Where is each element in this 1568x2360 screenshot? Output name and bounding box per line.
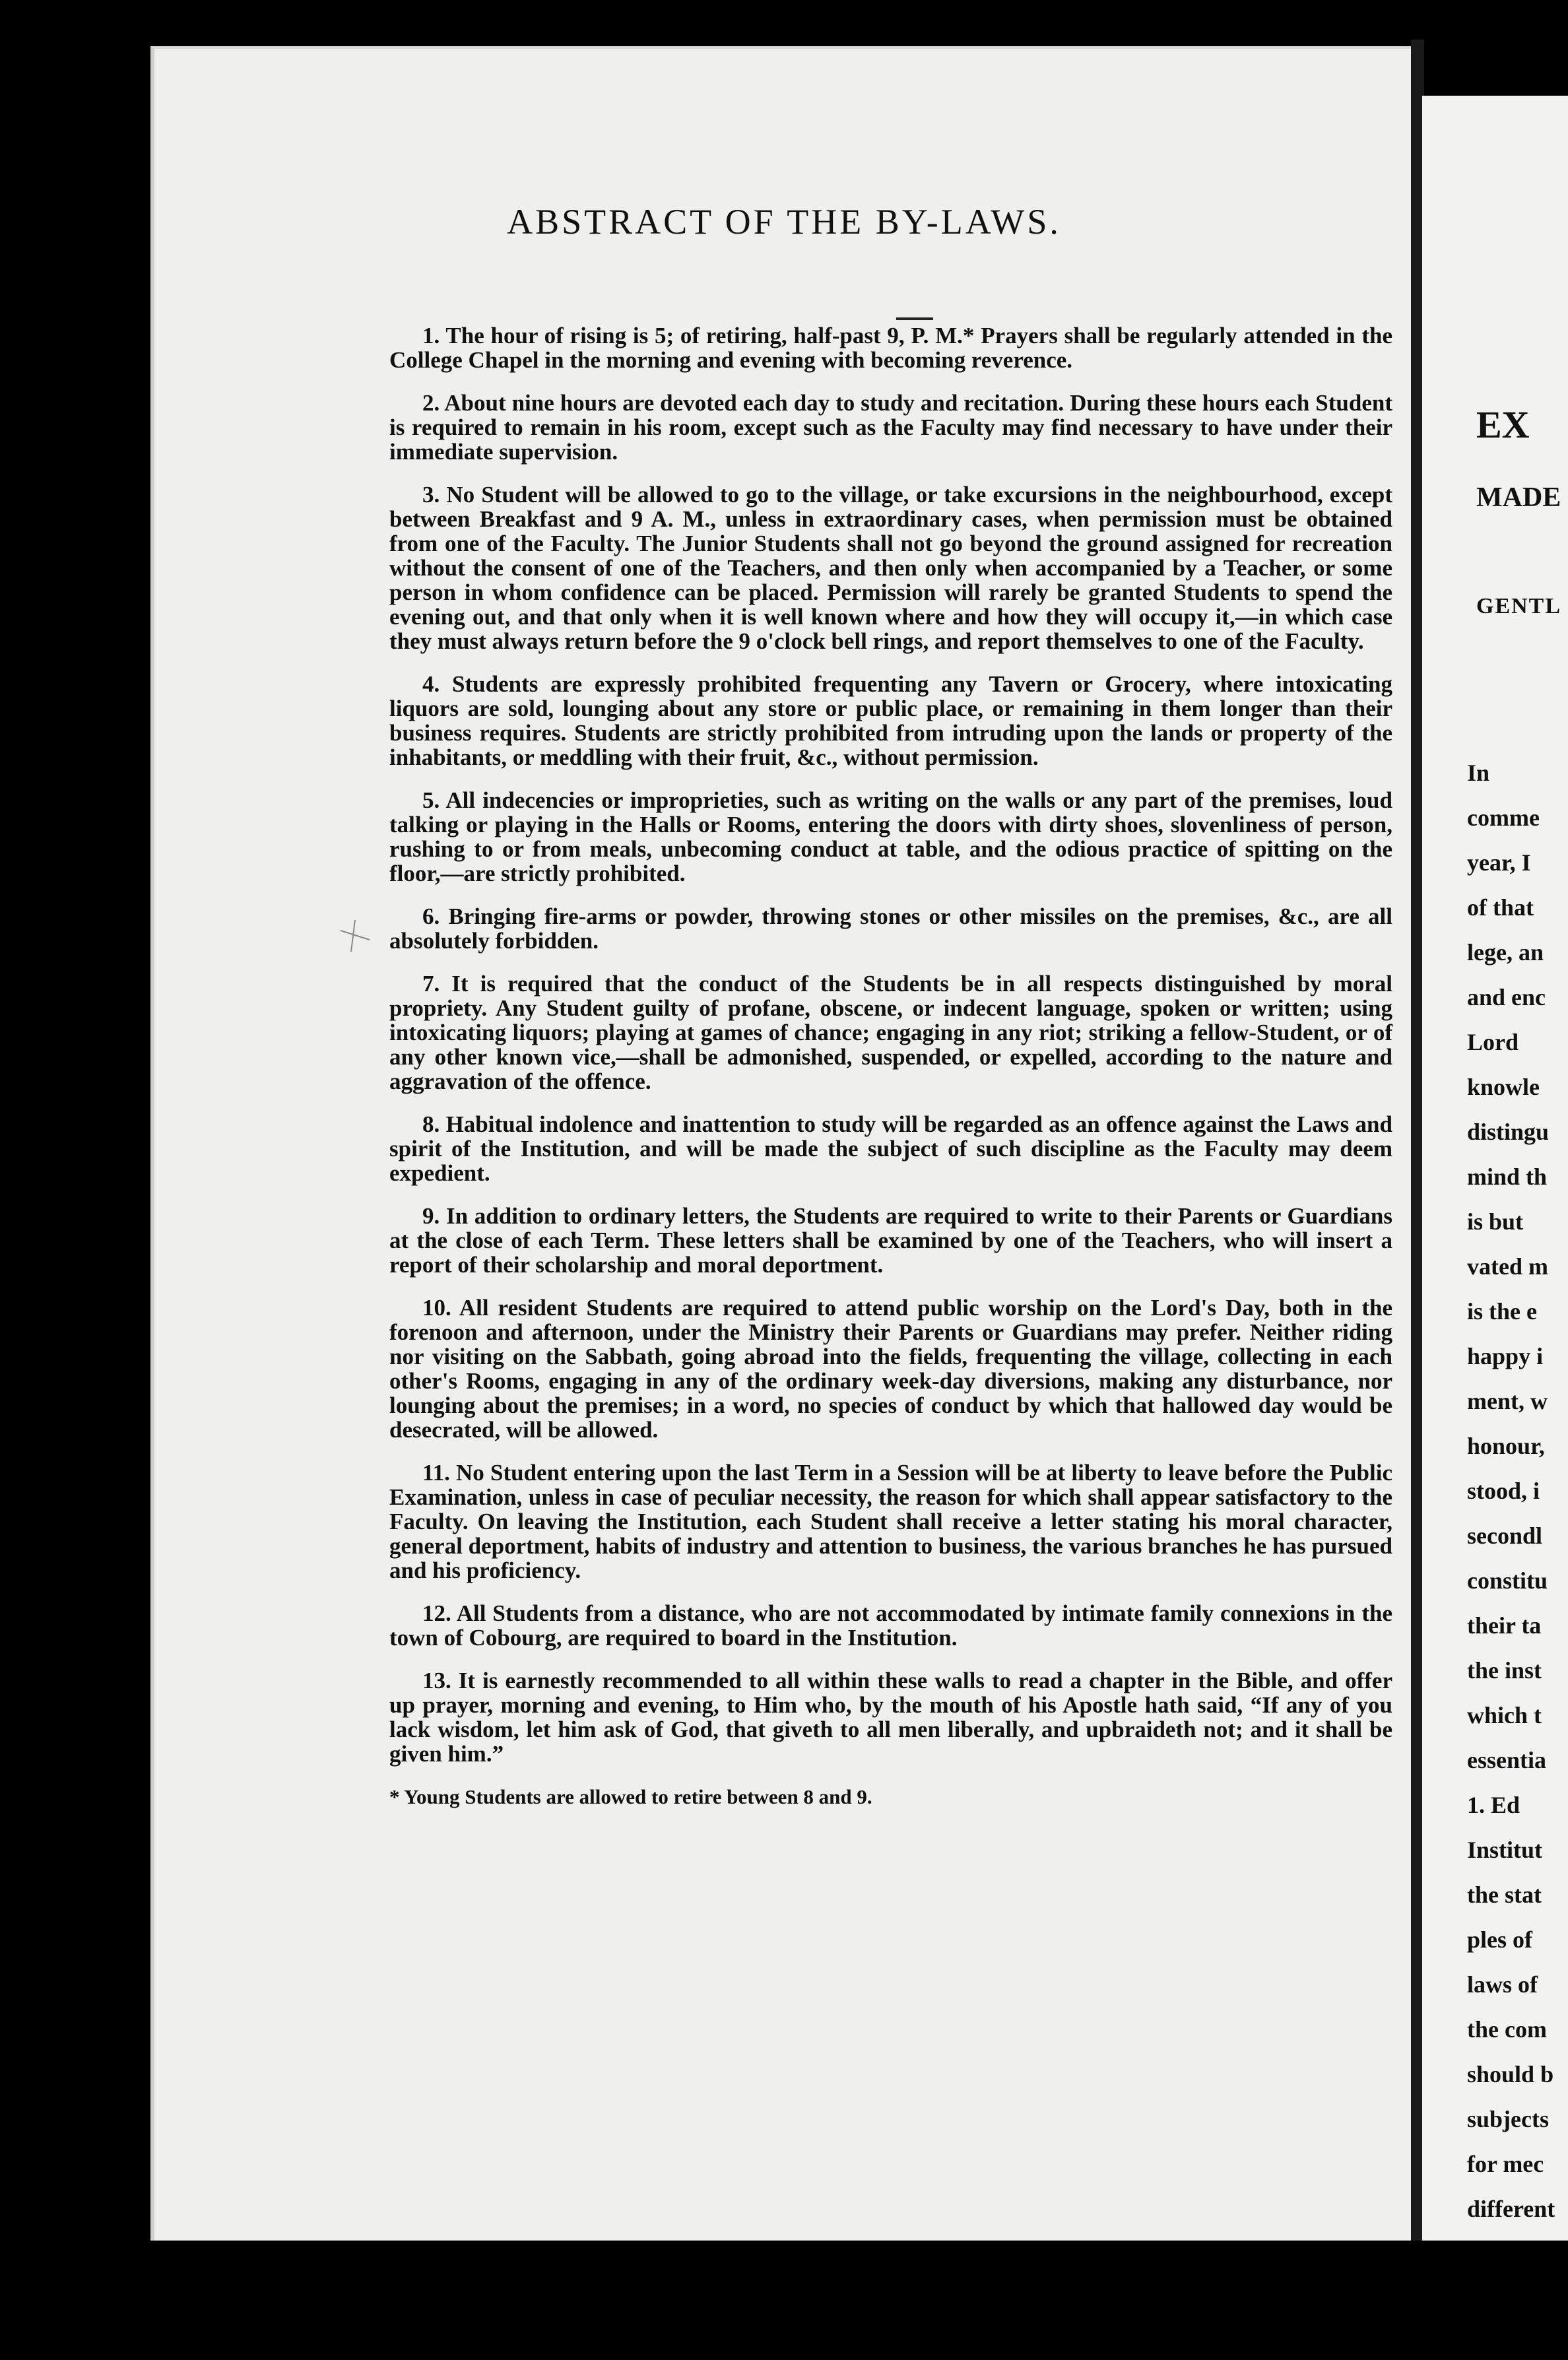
by-law-paragraph: 13. It is earnestly recommended to all within these walls to read a chapter in the Bible, and offer up prayer, morning and evening, to Him who, by the mouth of his Apostle hath said, “If any of you lack wisdom, let him ask of God, that giveth to all men liberally, and upbraideth not; and it shall be given him.” [389,1668,1392,1767]
right-page-line: of that [1467,894,1534,921]
by-laws-text [389,323,1392,1827]
right-page-line: laws of [1467,1971,1538,1998]
right-page-line: honour, [1467,1433,1545,1459]
right-page-line: is the e [1467,1298,1537,1325]
right-page-line: essentia [1467,1747,1546,1773]
right-page-line: and enc [1467,984,1546,1010]
right-page-line: ment, w [1467,1388,1548,1414]
title-rule [896,317,933,320]
right-page-line: stood, i [1467,1478,1540,1504]
right-page-line: the com [1467,2016,1547,2043]
right-page [1422,96,1568,2247]
footnote: * Young Students are allowed to retire between 8 and 9. [389,1785,872,1808]
right-page-line: knowle [1467,1074,1540,1100]
right-page-line: Institut [1467,1837,1543,1863]
right-page-line: vated m [1467,1253,1548,1280]
by-law-paragraph: 1. The hour of rising is 5; of retiring, half-past 9, P. M.* Prayers shall be regularly attended in the College Chapel in the morning and evening with becoming reverence. [389,323,1392,373]
right-page-line: different [1467,2196,1555,2222]
page-title: ABSTRACT OF THE BY-LAWS. [507,202,1061,242]
by-law-paragraph: 12. All Students from a distance, who are not accommodated by intimate family connexions in the town of Cobourg, are required to board in the Institution. [389,1600,1392,1651]
right-page-line: distingu [1467,1119,1550,1145]
right-page-line: the inst [1467,1657,1542,1684]
right-page-line: year, I [1467,849,1531,876]
right-page-salutation: GENTL [1476,594,1562,618]
right-page-line: happy i [1467,1343,1544,1369]
right-page-line: is but [1467,1208,1524,1235]
by-law-paragraph: 7. It is required that the conduct of the Students be in all respects distinguished by moral propriety. Any Student guilty of profane, obscene, or indecent language, spoken or written; using intoxicating liquors; playing at games of chance; engaging in any riot; striking a fellow-Student, or of any other known vice,—shall be admonished, suspended, or expelled, according to the nature and aggravation of the offence. [389,971,1392,1094]
right-page-line: for mec [1467,2151,1544,2177]
by-law-paragraph: 8. Habitual indolence and inattention to study will be regarded as an offence against the Laws and spirit of the Institution, and will be made the subject of such discipline as the Faculty may deem expedient. [389,1111,1392,1186]
by-law-paragraph: 4. Students are expressly prohibited frequenting any Tavern or Grocery, where intoxicating liquors are sold, lounging about any store or public place, or remaining in them longer than their business requires. Students are strictly prohibited from intruding upon the lands or property of the inhabitants, or meddling with their fruit, &c., without permission. [389,671,1392,770]
right-page-line: lege, an [1467,939,1544,966]
right-page-line: Lord [1467,1029,1519,1055]
by-law-paragraph: 11. No Student entering upon the last Term in a Session will be at liberty to leave before the Public Examination, unless in case of peculiar necessity, the reason for which shall appear satisfactory to the Faculty. On leaving the Institution, each Student shall receive a letter stating his moral character, general deportment, habits of industry and attention to business, the various branches he has pursued and his proficiency. [389,1460,1392,1583]
right-page-line: their ta [1467,1612,1542,1639]
right-page-line: 1. Ed [1467,1792,1520,1818]
right-page-line: which t [1467,1702,1542,1728]
by-law-paragraph: 5. All indecencies or improprieties, such as writing on the walls or any part of the premises, loud talking or playing in the Halls or Rooms, entering the doors with dirty shoes, slovenliness of person, rushing to or from meals, unbecoming conduct at table, and the odious practice of spitting on the floor,—are strictly prohibited. [389,787,1392,886]
right-page-line: comme [1467,804,1540,831]
by-law-paragraph: 9. In addition to ordinary letters, the Students are required to write to their Parents or Guardians at the close of each Term. These letters shall be examined by one of the Teachers, who will insert a report of their scholarship and moral deportment. [389,1203,1392,1278]
pencil-mark [337,917,374,954]
by-law-paragraph: 3. No Student will be allowed to go to the village, or take excursions in the neighbourhood, except between Breakfast and 9 A. M., unless in extraordinary cases, when permission must be obtained from one of the Faculty. The Junior Students shall not go beyond the ground assigned for recreation without the consent of one of the Teachers, and then only when accompanied by a Teacher, or some person in whom confidence can be placed. Permission will rarely be granted Students to spend the evening out, and that only when it is well known where and how they will occupy it,—in which case they must always return before the 9 o'clock bell rings, and report themselves to one of the Faculty. [389,482,1392,654]
right-page-line: the stat [1467,1882,1542,1908]
right-page-line: secondl [1467,1523,1543,1549]
right-page-subheading: MADE [1476,482,1561,513]
right-page-line: constitu [1467,1567,1548,1594]
scan-border [0,2241,1568,2360]
by-law-paragraph: 10. All resident Students are required to attend public worship on the Lord's Day, both in the forenoon and afternoon, under the Ministry their Parents or Guardians may prefer. Neither riding nor visiting on the Sabbath, going abroad into the fields, frequenting the village, collecting in each other's Rooms, engaging in any of the ordinary week-day diversions, making any disturbance, nor lounging about the premises; in a word, no species of conduct by which that hallowed day would be desecrated, will be allowed. [389,1295,1392,1443]
by-law-paragraph: 2. About nine hours are devoted each day to study and recitation. During these hours each Student is required to remain in his room, except such as the Faculty may find necessary to have under their immediate supervision. [389,390,1392,465]
right-page-line: ples of [1467,1926,1532,1953]
right-page-heading: EX [1476,403,1530,446]
by-law-paragraph: 6. Bringing fire-arms or powder, throwing stones or other missiles on the premises, &c., are all absolutely forbidden. [389,903,1392,954]
right-page-line: mind th [1467,1164,1548,1190]
right-page-line: should b [1467,2061,1554,2087]
right-page-line: subjects [1467,2106,1549,2132]
right-page-line: In [1467,760,1490,786]
